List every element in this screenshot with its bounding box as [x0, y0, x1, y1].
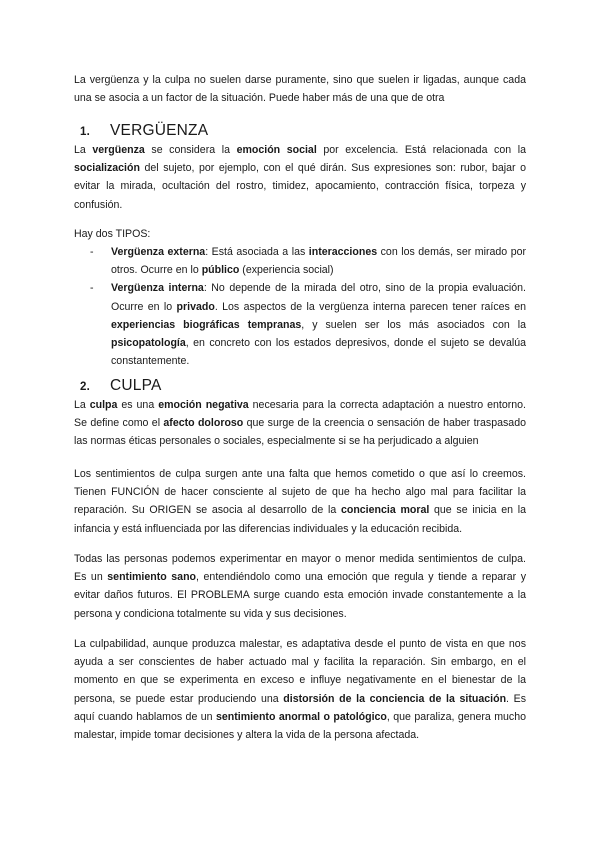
bold-term: emoción social — [236, 144, 317, 156]
culpa-healthy-paragraph — [74, 550, 526, 623]
bold-term: sentimiento sano — [107, 571, 197, 584]
list-item-verguenza-externa — [74, 243, 526, 279]
bold-term: interacciones — [308, 246, 378, 258]
list-dash: - — [90, 246, 94, 258]
section-title: CULPA — [110, 377, 162, 394]
types-list — [74, 243, 526, 370]
text-run: es una — [117, 399, 159, 411]
bold-term: afecto doloroso — [163, 417, 244, 430]
bold-term: psicopatología — [111, 337, 186, 350]
text-run: necesaria para la correcta adaptación a nuestro entorno. Se define como el — [74, 399, 526, 430]
text-run: (experiencia social) — [239, 264, 334, 277]
text-run: Los sentimientos de culpa surgen ante una falta que hemos cometido o que así lo creemos. Tienen FUNCIÓN de hacer consciente al sujeto de que ha hecho algo mal para facilitar la reparación. Su ORIGEN se asocia al desarrollo de la — [74, 468, 526, 517]
bold-term: privado — [176, 300, 215, 313]
text-run: La culpabilidad, aunque produzca malestar, es adaptativa desde el punto de vista en que nos ayuda a ser conscientes de haber actuado mal y facilita la reparación. Sin embargo, en el momento en que se experimenta en exceso e influye negativamente en el bienestar de la persona, se puede estar produciendo una — [74, 638, 526, 705]
bold-term: público — [201, 264, 240, 277]
text-run: , que paraliza, genera mucho malestar, impide tomar decisiones y altera la vida de la persona afectada. — [74, 710, 527, 742]
bold-term: socialización — [74, 162, 140, 175]
bold-term: conciencia moral — [340, 504, 430, 517]
text-run: con los demás, ser mirado por otros. Ocurre en lo — [111, 246, 527, 277]
text-run: : No depende de la mirada del otro, sino de la propia evaluación. Ocurre en lo — [111, 282, 526, 313]
types-intro — [74, 225, 526, 243]
section-heading-culpa — [80, 377, 162, 395]
text-run: se considera la — [144, 144, 237, 156]
text-run: : Está asociada a las — [205, 246, 309, 258]
bold-term: Vergüenza externa — [111, 246, 206, 258]
intro-paragraph — [74, 71, 526, 107]
text-run: , en concreto con los estados depresivos, donde el sujeto se devalúa constantemente. — [111, 337, 526, 368]
list-dash: - — [90, 282, 94, 295]
section-number: 2. — [80, 381, 90, 393]
culpa-definition-paragraph — [74, 396, 526, 451]
text-run: La — [74, 144, 93, 156]
bold-term: vergüenza — [92, 144, 145, 156]
culpa-origin-paragraph — [74, 465, 526, 538]
verguenza-definition-paragraph — [74, 141, 526, 214]
bold-term: sentimiento anormal o patológico — [215, 710, 387, 723]
types-intro-text: Hay dos TIPOS: — [74, 228, 151, 240]
bold-term: distorsión de la conciencia de la situación — [283, 692, 507, 705]
list-item-verguenza-interna — [74, 279, 526, 370]
bold-term: experiencias biográficas tempranas — [111, 318, 302, 331]
section-title: VERGÜENZA — [110, 122, 209, 139]
text-run: , entendiéndolo como una emoción que regula y tiende a reparar y evitar daños futuros. El PROBLEMA surge cuando esta emoción invade constantemente a la persona y condiciona totalmente su vida y sus decisiones. — [74, 571, 526, 620]
text-run: que se inicia en la infancia y está influenciada por las diferencias individuales y la educación recibida. — [74, 504, 526, 535]
text-run: por excelencia. Está relacionada con la — [316, 144, 526, 156]
text-run: . Los aspectos de la vergüenza interna parecen tener raíces en — [214, 300, 526, 313]
text-run: , y suelen ser los más asociados con la — [301, 318, 526, 331]
text-run: . Es aquí cuando hablamos de un — [74, 692, 526, 723]
intro-text: La vergüenza y la culpa no suelen darse puramente, sino que suelen ir ligadas, aunque cada una se asocia a un factor de la situación. Puede haber más de una que de otra — [74, 74, 526, 105]
bold-term: emoción negativa — [158, 399, 249, 411]
text-run: del sujeto, por ejemplo, con el qué dirán. Sus expresiones son: rubor, bajar o evitar la mirada, ocultación del rostro, timidez, apocamiento, contracción física, torpeza y confusión. — [74, 162, 526, 211]
bold-term: culpa — [89, 399, 118, 411]
section-heading-verguenza — [80, 122, 208, 140]
section-number: 1. — [80, 126, 90, 138]
text-run: que surge de la creencia o sensación de haber traspasado las normas éticas personales o sociales, especialmente si se ha perjudicado a alguien — [74, 417, 526, 448]
bold-term: Vergüenza interna — [111, 282, 204, 295]
text-run: Todas las personas podemos experimentar en mayor o menor medida sentimientos de culpa. Es un — [74, 553, 526, 584]
culpa-pathological-paragraph — [74, 635, 526, 744]
text-run: La — [74, 399, 90, 411]
